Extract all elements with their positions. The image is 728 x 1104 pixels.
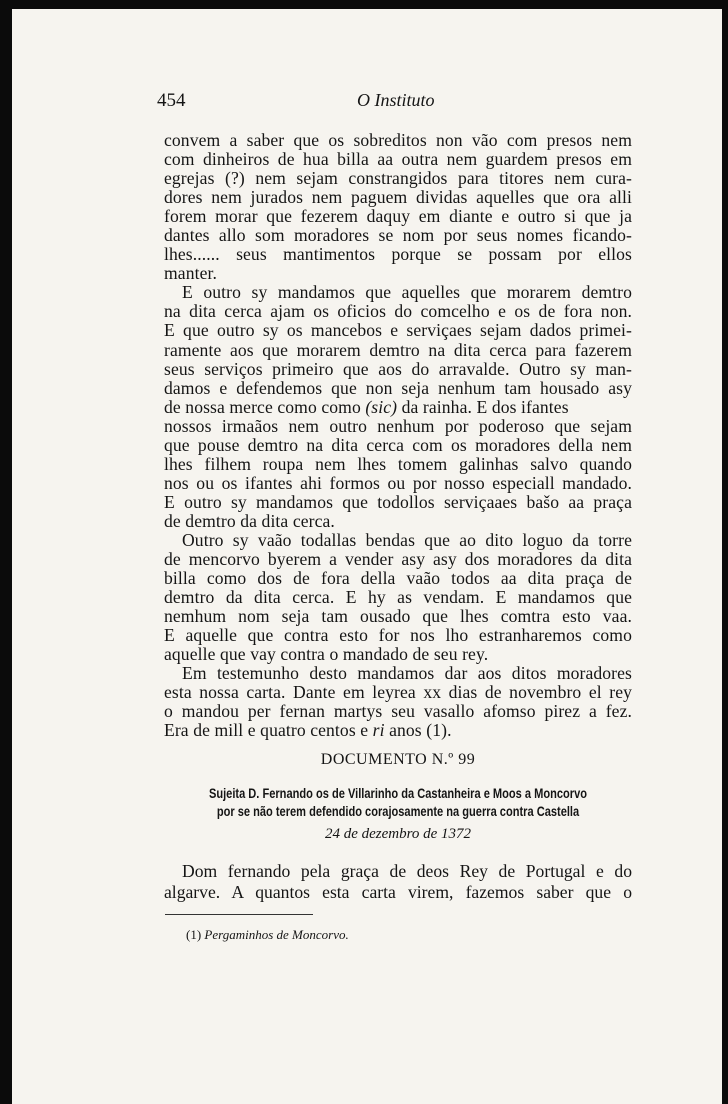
body-line: seus serviços primeiro que aos do arravalde. Outro sy man- xyxy=(164,359,632,379)
body-line: de demtro da dita cerca. xyxy=(164,510,335,531)
body-line: aquelle que vay contra o mandado de seu rey. xyxy=(164,644,489,665)
document-body-line: algarve. A quantos esta carta virem, fazemos saber que o xyxy=(164,882,632,902)
body-line: Outro sy vaão todallas bendas que ao dito loguo da torre xyxy=(182,530,632,550)
body-line-part: Era de mill e quatro centos e xyxy=(164,720,373,741)
scan-border-right xyxy=(722,0,728,1104)
footnote-text: Pergaminhos de Moncorvo. xyxy=(204,927,349,942)
body-line-part: da rainha. E dos ifantes xyxy=(401,396,569,417)
scan-border-top xyxy=(0,0,728,9)
scan-border-left xyxy=(0,0,12,1104)
body-line: E outro sy mandamos que todollos serviçaaes bašo aa praça xyxy=(164,492,632,512)
body-line-part: de nossa merce como como xyxy=(164,396,361,417)
body-line: que pouse demtro na dita cerca com os moradores della nem xyxy=(164,435,632,455)
document-date: 24 de dezembro de 1372 xyxy=(324,826,472,842)
summary-line: por se não terem defendido corajosamente na guerra contra Castella xyxy=(216,804,580,819)
body-line: E que outro sy os mancebos e serviçaes sejam dados primei- xyxy=(164,321,632,341)
body-line: lhes...... seus mantimentos porque se possam por ellos xyxy=(164,245,632,265)
body-line: E aquelle que contra esto for nos lho estranharemos como xyxy=(164,626,632,646)
body-line: E outro sy mandamos que aquelles que morarem demtro xyxy=(182,283,632,303)
body-line: com dinheiros de hua billa aa outra nem guardem presos em xyxy=(164,150,632,170)
body-line: manter. xyxy=(164,263,217,284)
footnote-divider xyxy=(165,914,313,915)
body-line-with-sic xyxy=(164,398,632,417)
running-title: O Instituto xyxy=(357,90,435,110)
sic-annotation: (sic) xyxy=(365,396,398,417)
body-line: dores nem jurados nem paguem dividas aquelles que ora alli xyxy=(164,188,632,208)
numeral-annotation: ri xyxy=(372,720,385,741)
body-line: egrejas (?) nem sejam constrangidos para titores nem cura- xyxy=(164,169,632,189)
body-line: demtro da dita cerca. E hy as vendam. E mandamos que xyxy=(164,588,632,608)
document-body-line: Dom fernando pela graça de deos Rey de Portugal e do xyxy=(182,861,632,881)
body-line: nos ou os ifantes ahi formos ou por nosso especiall mandado. xyxy=(164,473,632,493)
document-summary xyxy=(206,785,590,821)
body-text xyxy=(164,131,632,741)
body-line: na dita cerca ajam os oficios do comcelho e os de fora non. xyxy=(164,302,632,322)
body-line: dantes allo som moradores se nom por seus nomes ficando- xyxy=(164,226,632,246)
body-line: damos e defendemos que non seja nenhum tam housado asy xyxy=(164,378,632,398)
body-line: nossos irmaãos nem outro nenhum por poderoso que sejam xyxy=(164,416,632,436)
body-line: esta nossa carta. Dante em leyrea xx dias de novembro el rey xyxy=(164,683,632,703)
body-line: de mencorvo byerem a vender asy asy dos moradores da dita xyxy=(164,550,632,570)
body-line: forem morar que fezerem daquy em diante e outro si que ja xyxy=(164,207,632,227)
page-header xyxy=(157,90,637,114)
footnote xyxy=(186,927,349,943)
body-line: ramente aos que morarem demtro na dita cerca para fazerem xyxy=(164,340,632,360)
body-line: Em testemunho desto mandamos dar aos ditos moradores xyxy=(182,664,632,684)
body-line: o mandou per fernan martys seu vasallo afomso pirez a fez. xyxy=(164,702,632,722)
body-line: billa como dos de fora della vaão todos aa dita praça de xyxy=(164,569,632,589)
footnote-marker: (1) xyxy=(186,927,202,942)
body-line-part: anos (1). xyxy=(384,720,452,741)
summary-line: Sujeita D. Fernando os de Villarinho da Castanheira e Moos a Moncorvo xyxy=(208,786,588,801)
body-line: convem a saber que os sobreditos non vão com presos nem xyxy=(164,131,632,150)
body-line-with-footnote-ref xyxy=(164,721,632,740)
page-number: 454 xyxy=(157,90,186,111)
body-line: nemhum nom seja tam ousado que lhes comtra esto vaa. xyxy=(164,607,632,627)
body-line: lhes filhem roupa nem lhes tomem galinhas salvo quando xyxy=(164,454,632,474)
document-body xyxy=(164,861,632,903)
document-heading: DOCUMENTO N.º 99 xyxy=(320,751,476,768)
